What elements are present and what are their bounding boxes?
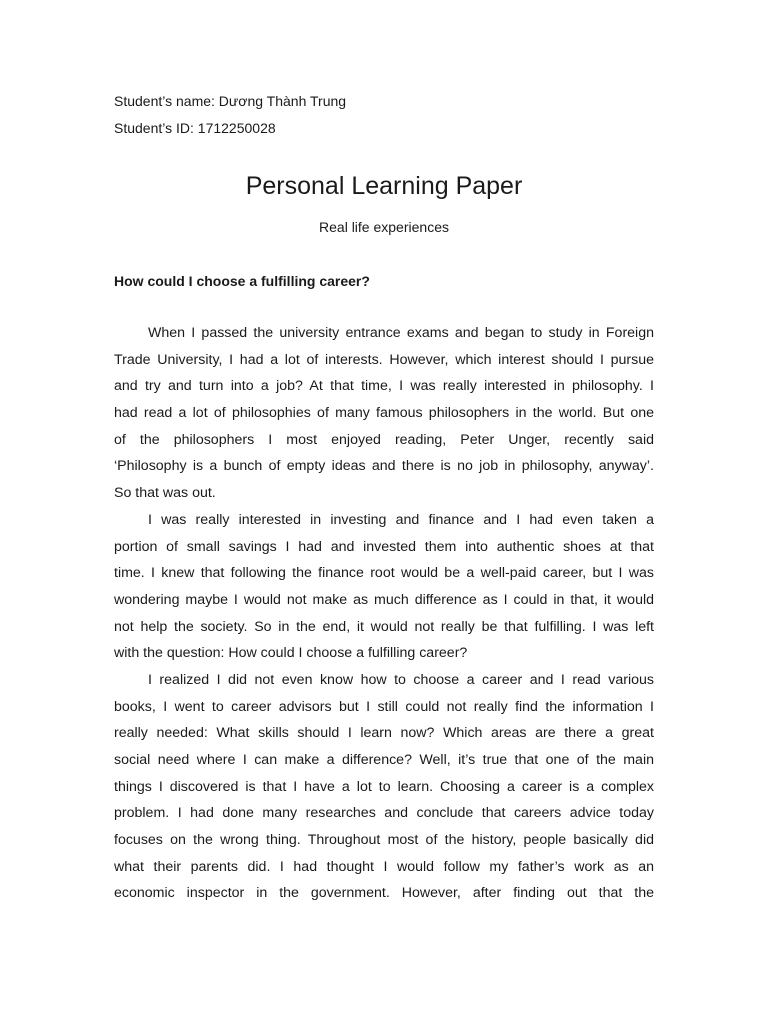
paragraph-line: economic inspector in the government. However, after finding out that the [114, 885, 654, 902]
paragraph-line: of the philosophers I most enjoyed reading, Peter Unger, recently said [114, 431, 654, 448]
paragraph-line: When I passed the university entrance exams and began to study in Foreign [148, 325, 654, 341]
paragraph-line: ‘Philosophy is a bunch of empty ideas and there is no job in philosophy, anyway’. [114, 458, 654, 475]
paragraph-line: So that was out. [114, 485, 216, 502]
page-title: Personal Learning Paper [245, 172, 523, 200]
paragraph-line: focuses on the wrong thing. Throughout most of the history, people basically did [114, 832, 654, 849]
paragraph-line: books, I went to career advisors but I still could not really find the information I [114, 698, 654, 715]
paragraph-line: social need where I can make a difference? Well, it’s true that one of the main [114, 752, 654, 768]
paragraph-line: time. I knew that following the finance root would be a well-paid career, but I was [114, 565, 654, 582]
paragraph-line: problem. I had done many researches and conclude that careers advice today [114, 805, 654, 822]
paragraph-line: really needed: What skills should I learn now? Which areas are there a great [114, 725, 654, 742]
paragraph-line: not help the society. So in the end, it would not really be that fulfilling. I was left [114, 618, 654, 635]
paragraph-line: I realized I did not even know how to choose a career and I read various [148, 671, 654, 688]
body-text [114, 320, 654, 907]
paragraph-line: what their parents did. I had thought I would follow my father’s work as an [114, 858, 654, 875]
paragraph-line: things I discovered is that I have a lot to learn. Choosing a career is a complex [114, 778, 654, 795]
page-subtitle: Real life experiences [319, 219, 449, 235]
paragraph-line: Trade University, I had a lot of interests. However, which interest should I pursue [114, 351, 654, 368]
student-name: Student’s name: Dương Thành Trung [114, 93, 347, 109]
section-heading: How could I choose a fulfilling career? [114, 273, 370, 289]
student-id: Student’s ID: 1712250028 [114, 120, 276, 136]
paragraph-line: portion of small savings I had and invested them into authentic shoes at that [114, 538, 654, 555]
paragraph-line: wondering maybe I would not make as much difference as I could in that, it would [114, 591, 654, 608]
paragraph-line: with the question: How could I choose a fulfilling career? [114, 645, 468, 662]
paragraph-line: had read a lot of philosophies of many famous philosophers in the world. But one [114, 405, 654, 422]
paragraph-line: and try and turn into a job? At that time, I was really interested in philosophy. I [114, 378, 654, 395]
paragraph-line: I was really interested in investing and finance and I had even taken a [148, 511, 654, 528]
